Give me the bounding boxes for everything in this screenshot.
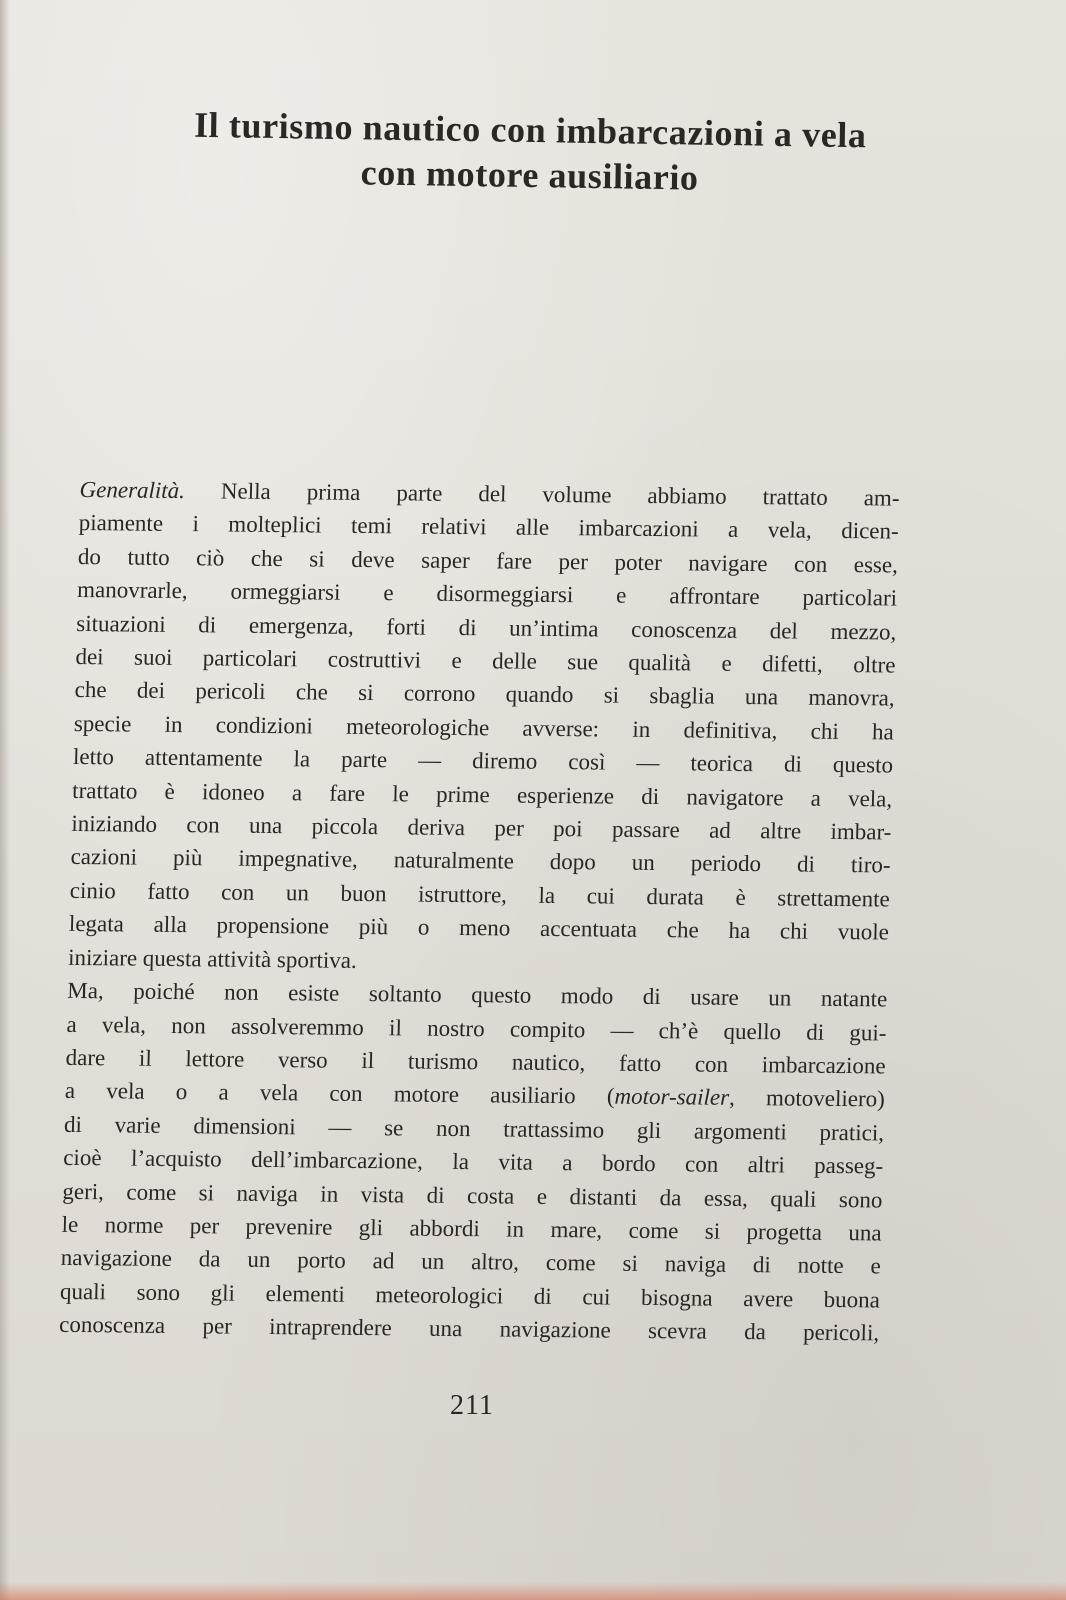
text-line: dare il lettore verso il turismo nautico, fatto con imbarcazione <box>65 1044 886 1079</box>
text-line: manovrarle, ormeggiarsi e disormeggiarsi e affrontare particolari <box>76 577 898 611</box>
text-line: letto attentamente la parte — diremo così — teorica di questo <box>72 744 894 778</box>
text-line: geri, come si naviga in vista di costa e distanti da essa, quali sono <box>62 1178 883 1212</box>
chapter-title-line-2: con motore ausiliario <box>360 152 699 198</box>
text-line: conoscenza per intraprendere una navigazione scevra da pericoli, <box>58 1311 880 1346</box>
motor-sailer-term: motor-sailer <box>614 1083 730 1111</box>
chapter-title <box>79 101 980 205</box>
text-line: cioè l’acquisto dell’imbarcazione, la vita a bordo con altri passeg- <box>62 1144 884 1179</box>
text-line: di varie dimensioni — se non trattassimo gli argomenti pratici, <box>63 1111 885 1146</box>
text-line: le norme per prevenire gli abbordi in mare, come si progetta una <box>61 1211 882 1246</box>
paragraph-generalita <box>68 473 900 983</box>
section-heading-generalita: Generalità. <box>79 476 186 504</box>
text-line: navigazione da un porto ad un altro, come si naviga di notte e <box>60 1245 882 1279</box>
text-line: dei suoi particolari costruttivi e delle sue qualità e difetti, oltre <box>75 643 896 678</box>
body-text <box>59 473 900 1350</box>
paragraph-turismo-nautico <box>59 974 888 1350</box>
text-line: cinio fatto con un buon istruttore, la cui durata è strettamente <box>69 877 891 912</box>
text-line: specie in condizioni meteorologiche avverse: in definitiva, chi ha <box>73 710 895 745</box>
text-line: situazioni di emergenza, forti di un’intima conoscenza del mezzo, <box>76 610 897 645</box>
text-line: legata alla propensione più o meno accentuata che ha chi vuole <box>68 911 890 945</box>
text-line: Ma, poiché non esiste soltanto questo modo di usare un natante <box>67 977 888 1012</box>
text-line: che dei pericoli che si corrono quando si sbaglia una manovra, <box>74 677 895 711</box>
text-line: cazioni più impegnative, naturalmente dopo un periodo di tiro- <box>70 844 891 878</box>
text-line: iniziare questa attività sportiva. <box>67 944 358 973</box>
page-left-shadow <box>0 0 10 1600</box>
text-line: a vela o a vela con motore ausiliario (motor-sailer, motoveliero) <box>64 1078 886 1112</box>
text-line: quali sono gli elementi meteorologici di cui bisogna avere buona <box>59 1278 881 1313</box>
page-number: 211 <box>450 1390 494 1421</box>
text-line: Generalità. Nella prima parte del volume abbiamo trattato am- <box>79 476 900 511</box>
text-line: iniziando con una piccola deriva per poi passare ad altre imbar- <box>71 810 892 845</box>
text-line: piamente i molteplici temi relativi alle imbarcazioni a vela, dicen- <box>78 510 900 544</box>
chapter-title-line-1: Il turismo nautico con imbarcazioni a vela <box>193 104 867 156</box>
text-line: trattato è idoneo a fare le prime esperienze di navigatore a vela, <box>71 777 893 812</box>
text-line: a vela, non assolveremmo il nostro compito — ch’è quello di gui- <box>66 1011 887 1045</box>
text-line: do tutto ciò che si deve saper fare per poter navigare con esse, <box>77 543 899 578</box>
page-bottom-edge <box>0 1582 1066 1600</box>
